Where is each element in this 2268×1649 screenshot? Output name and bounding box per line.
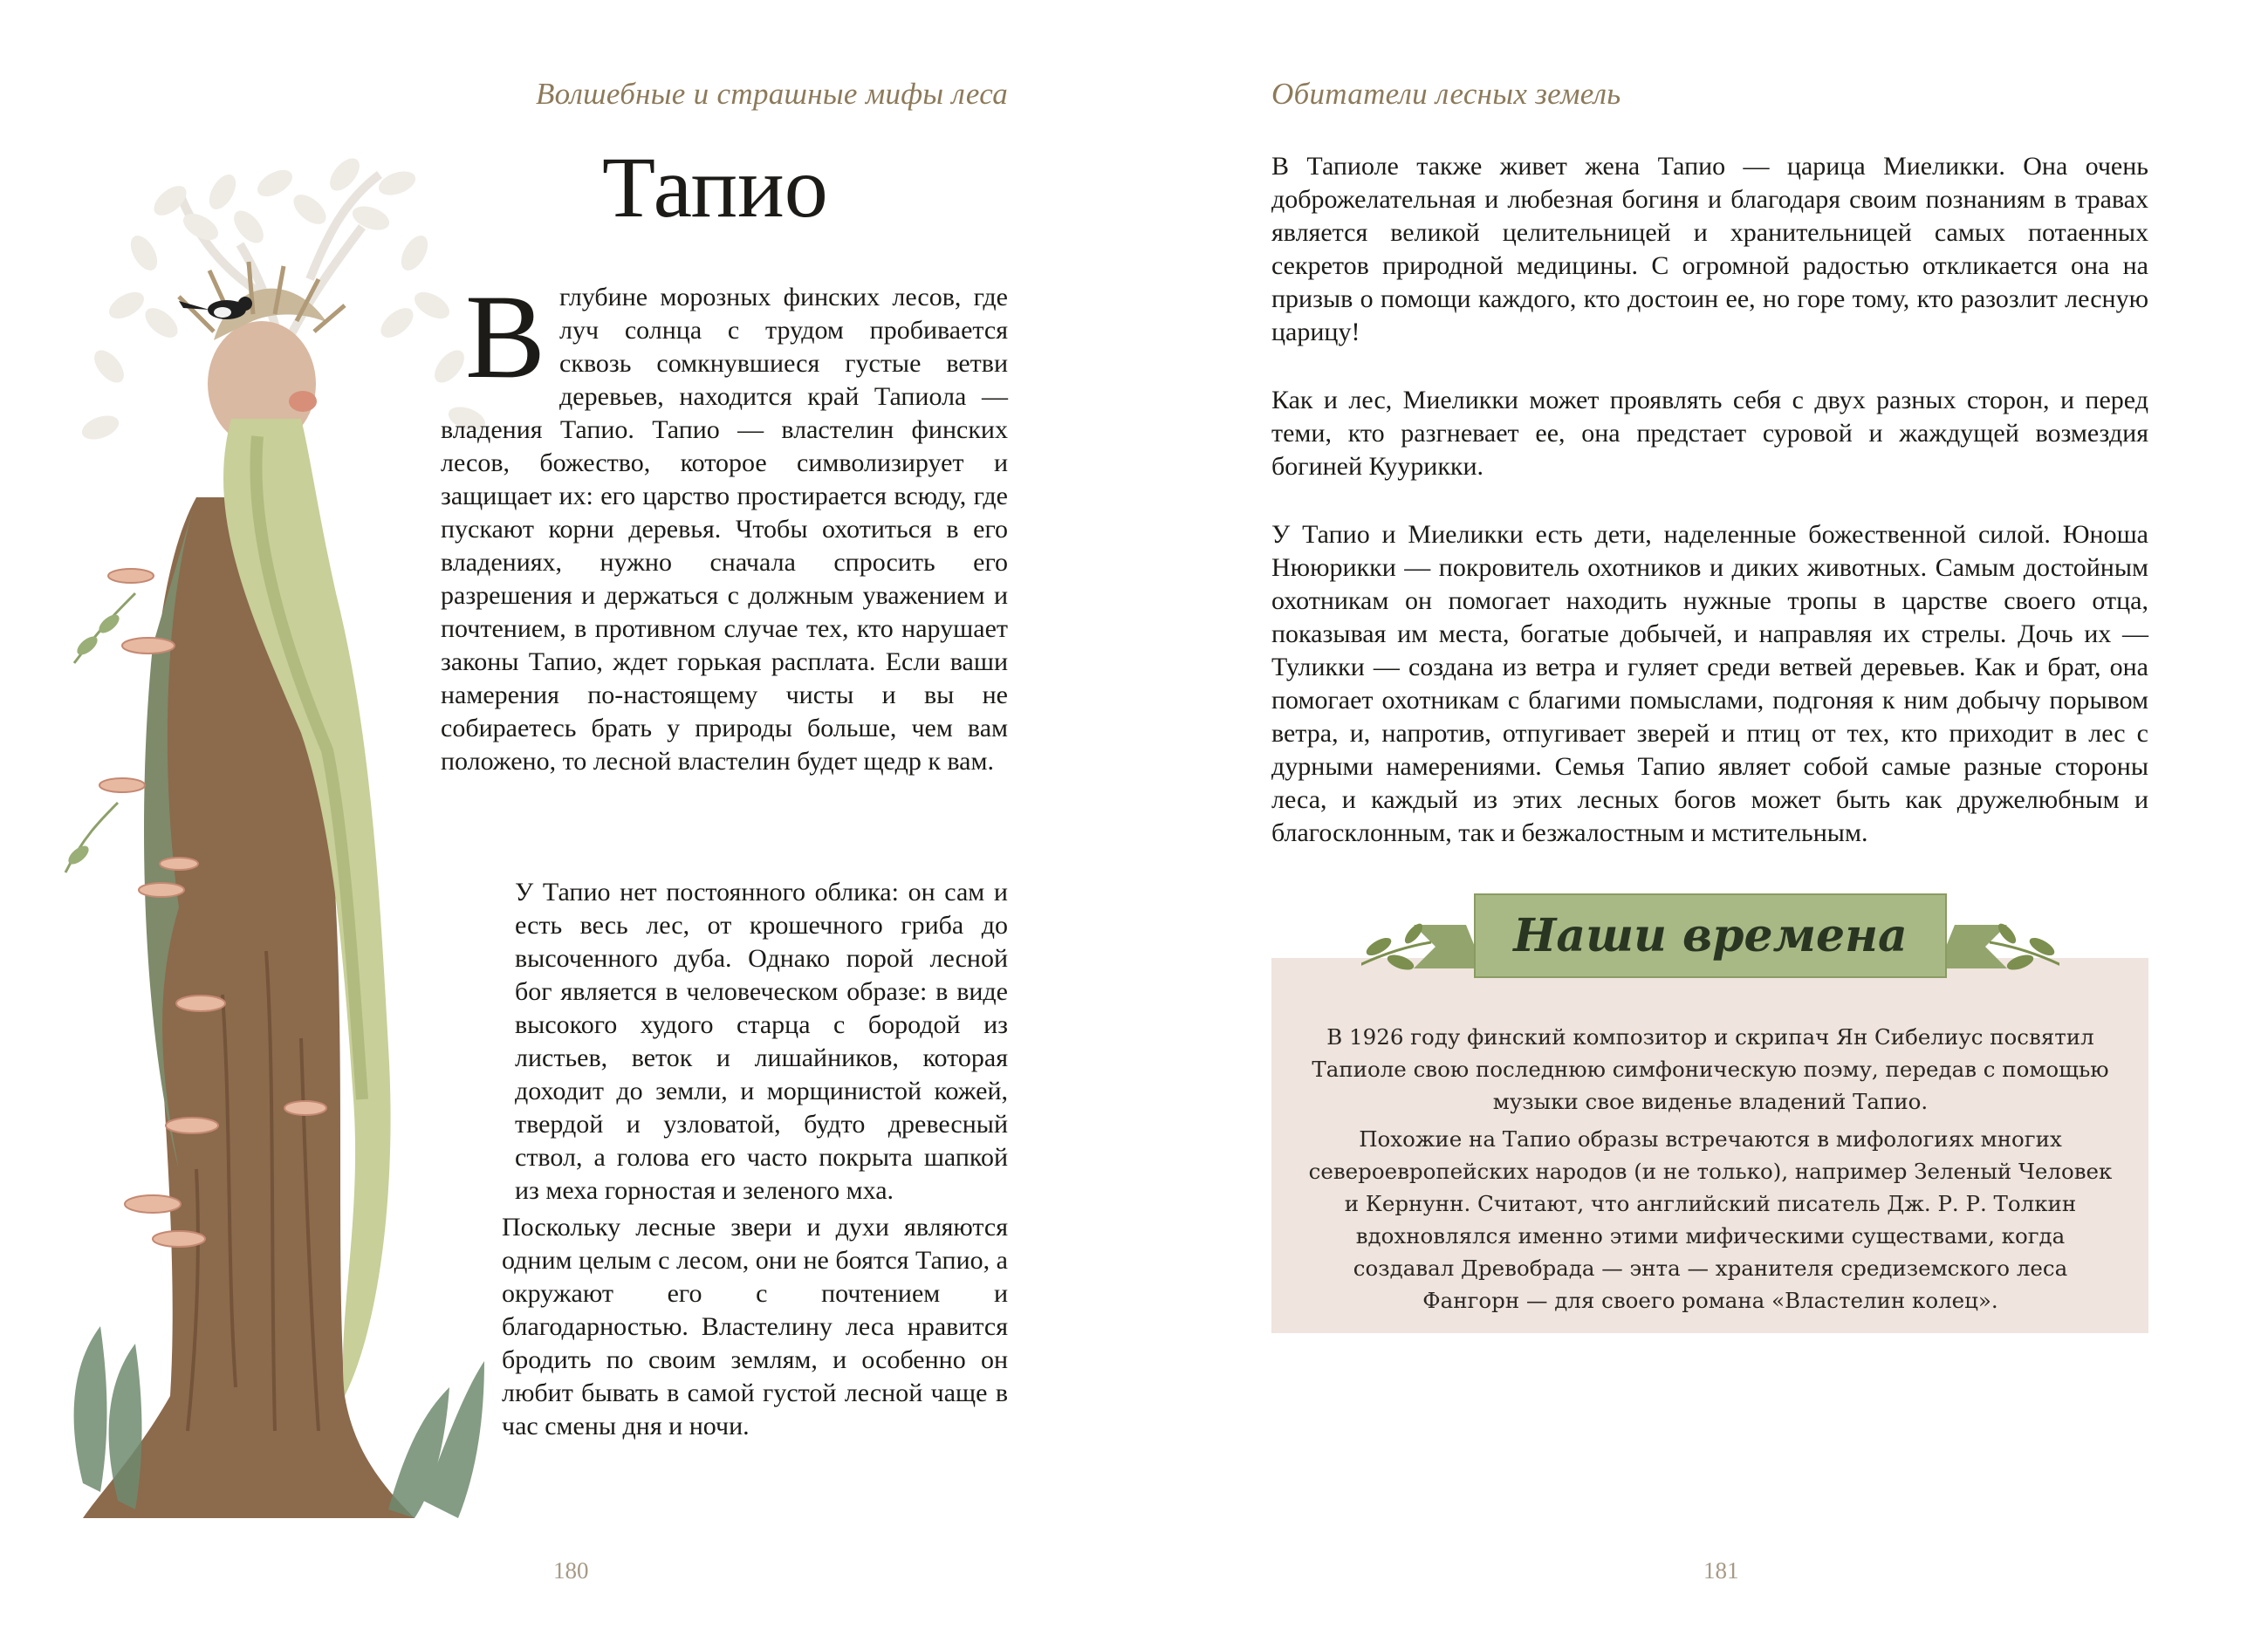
right-page: [1134, 0, 2268, 1649]
body-paragraph: В Тапиоле также живет жена Тапио — царица Миеликки. Она очень доброжелательная и любезная богиня и благодаря своим познаниям в травах является великой целительницей и хранительницей самых потаенных секретов природной медицины. С огромной радостью откликается она на призыв о помощи каждого, кто достоин ее, но горе тому, кто разозлит лесную царицу!: [1271, 152, 2148, 346]
body-paragraph: У Тапио нет постоянного облика: он сам и есть весь лес, от крошечного гриба до высоченного дуба. Однако порой лесной бог является в человеческом образе: в виде высокого худого старца с бородой из листьев, веток и лишайников, которая доходит до земли, и морщинистой кожей, твердой и узловатой, будто древесный ствол, а голова его часто покрыта шапкой из меха горностая и зеленого мха.: [515, 878, 1008, 1205]
body-paragraph: Поскольку лесные звери и духи являются одним целым с лесом, они не боятся Тапио, а окружают его с почтением и благодарностью. Властелину леса нравится бродить по своим землям, и особенно он любит бывать в самой густой лесной чаще в час смены дня и ночи.: [502, 1213, 1008, 1440]
running-head: Обитатели лесных земель: [1271, 77, 1621, 111]
dropcap: В: [465, 270, 546, 403]
body-paragraph: [441, 270, 1008, 778]
tapio-tree-spirit-illustration: [48, 122, 502, 1536]
body-paragraph: Как и лес, Миеликки может проявлять себя с двух разных сторон, и перед теми, кто разгневает ее, она предстает суровой и жаждущей возмездия богиней Куурикки.: [1271, 386, 2148, 481]
magpie-icon: [179, 297, 252, 319]
sidebar-title: Наши времена: [1513, 908, 1908, 962]
sidebar-paragraph: Похожие на Тапио образы встречаются в мифологиях многих североевропейских народов (и не только), например Зеленый Человек и Кернунн. Считают, что английский писатель Дж. Р. Р. Толкин вдохновлялся именно этими мифическими существами, когда создавал Древобрада — энта — хранителя средиземского леса Фангорн — для своего романа «Властелин колец».: [1308, 1126, 2113, 1313]
paragraph-text: глубине морозных финских лесов, где луч солнца с трудом пробивается сквозь сомкнувшиеся густые ветви деревьев, находится край Тапиола — владения Тапио. Тапио — властелин финских лесов, божество, которое символизирует и защищает их: его царство простирается всюду, где пускают корни деревья. Чтобы охотиться в его владениях, нужно сначала спросить его разрешения и держаться с должным уважением и почтением, в противном случае тех, кто нарушает законы Тапио, ждет горькая расплата. Если ваши намерения по-настоящему чисты и вы не собираетесь брать у природы больше, чем вам положено, то лесной властелин будет щедр к вам.: [441, 283, 1008, 776]
running-head: Волшебные и страшные мифы леса: [535, 77, 1008, 111]
page-number: 180: [553, 1557, 589, 1584]
body-paragraph: У Тапио и Миеликки есть дети, наделенные божественной силой. Юноша Нююрикки — покровитель охотников и диких животных. Самым достойным охотникам он помогает находить нужные тропы в царстве своего отца, показывая им места, богатые добычей, и направляя их стрелы. Дочь их — Туликки — создана из ветра и гуляет среди ветвей деревьев. Как и брат, она помогает охотникам с благими помыслами, подгоняя к ним добычу порывом ветра, и, напротив, отпугивает зверей и птиц от тех, кто приходит в лес с дурными намерениями. Семья Тапио являет собой самые разные стороны леса, и каждый из этих лесных богов может быть как дружелюбным и благосклонным, так и безжалостным и мстительным.: [1271, 520, 2148, 847]
sidebar-paragraph: В 1926 году финский композитор и скрипач Ян Сибелиус посвятил Тапиоле свою последнюю симфоническую поэму, передав с помощью музыки свое виденье владений Тапио.: [1312, 1024, 2109, 1114]
page-number: 181: [1703, 1557, 1739, 1584]
chapter-title: Тапио: [602, 139, 828, 236]
